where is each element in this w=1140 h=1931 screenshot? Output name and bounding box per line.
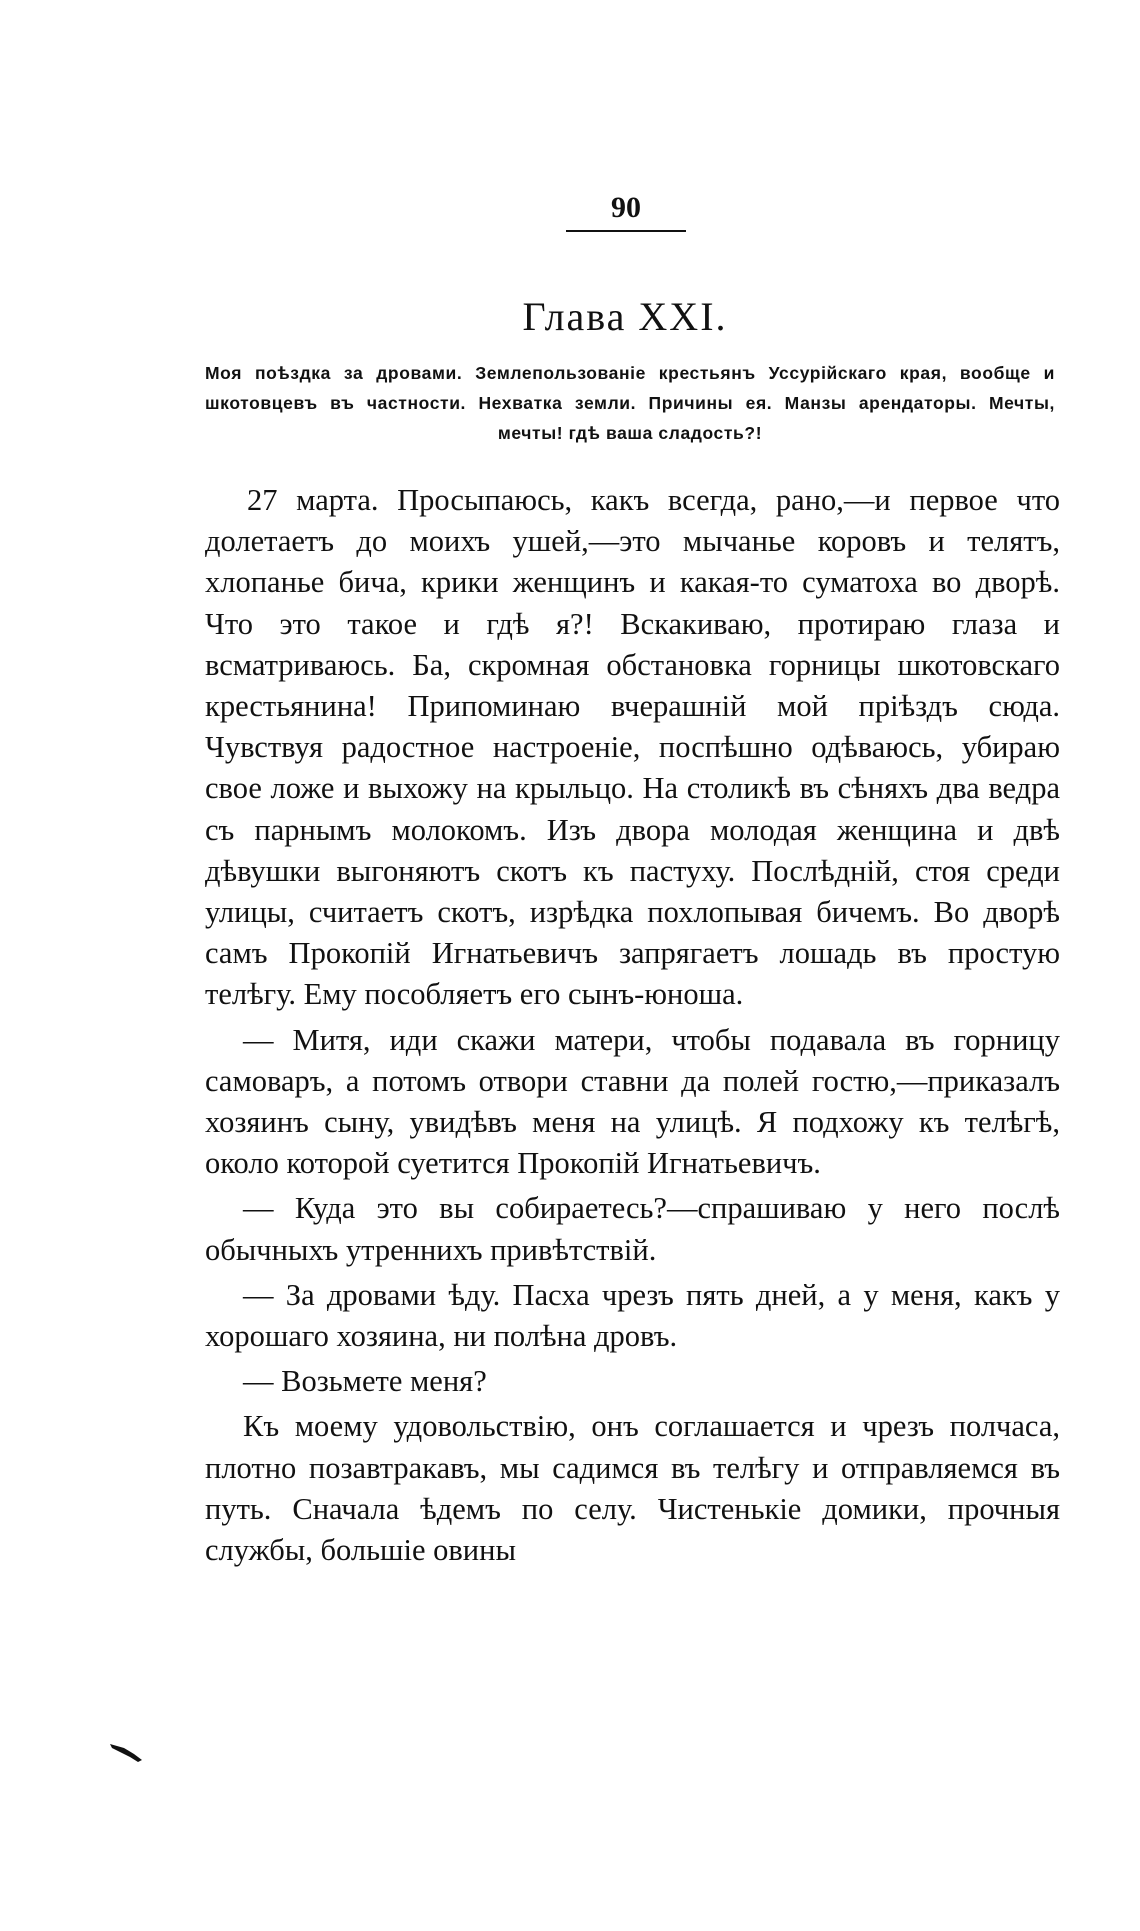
chapter-title: Глава XXI. [522,294,728,339]
text-body [205,480,1060,1571]
chapter-summary: Моя поѣздка за дровами. Землепользованіе крестьянъ Уссурійскаго края, вообще и шкотовцевъ въ частности. Нехватка земли. Причины ея. Манзы арендаторы. Мечты, мечты! гдѣ ваша сладость?! [205,363,1055,443]
page-number-rule [566,230,686,232]
paragraph-3: — Куда это вы собираетесь?—спрашиваю у него послѣ обычныхъ утреннихъ привѣтствій. [205,1191,1060,1267]
margin-pointer-mark-icon [108,1740,148,1769]
paragraph-6: Къ моему удовольствію, онъ соглашается и чрезъ полчаса, плотно позавтракавъ, мы садимся въ телѣгу и отправляемся въ путь. Сначала ѣдемъ по селу. Чистенькіе домики, прочныя службы, большіе овины [205,1409,1060,1568]
paragraph-4: — За дровами ѣду. Пасха чрезъ пять дней, а у меня, какъ у хорошаго хозяина, ни полѣна дровъ. [205,1277,1060,1354]
page-number: 90 [611,191,641,224]
paragraph-5: — Возьмете меня? [243,1364,487,1399]
paragraph-1: 27 марта. Просыпаюсь, какъ всегда, рано,—и первое что долетаетъ до моихъ ушей,—это мычанье коровъ и телятъ, хлопанье бича, крики женщинъ и какая-то суматоха во дворѣ. Что это такое и гдѣ я?! Вскакиваю, протираю глаза и всматриваюсь. Ба, скромная обстановка горницы шкотовскаго крестьянина! Припоминаю вчерашній мой пріѣздъ сюда. Чувствуя радостное настроеніе, поспѣшно одѣваюсь, убираю свое ложе и выхожу на крыльцо. На столикѣ въ сѣняхъ два ведра съ парнымъ молокомъ. Изъ двора молодая женщина и двѣ дѣвушки выгоняютъ скотъ къ пастуху. Послѣдній, стоя среди улицы, считаетъ скотъ, изрѣдка похлопывая бичемъ. Во дворѣ самъ Прокопій Игнатьевичъ запрягаетъ лошадь въ простую телѣгу. Ему пособляетъ его сынъ-юноша. [205,483,1060,1012]
paragraph-2: — Митя, иди скажи матери, чтобы подавала въ горницу самоваръ, а потомъ отвори ставни да полей гостю,—приказалъ хозяинъ сыну, увидѣвъ меня на улицѣ. Я подхожу къ телѣгѣ, около которой суетится Прокопій Игнатьевичъ. [205,1022,1060,1181]
